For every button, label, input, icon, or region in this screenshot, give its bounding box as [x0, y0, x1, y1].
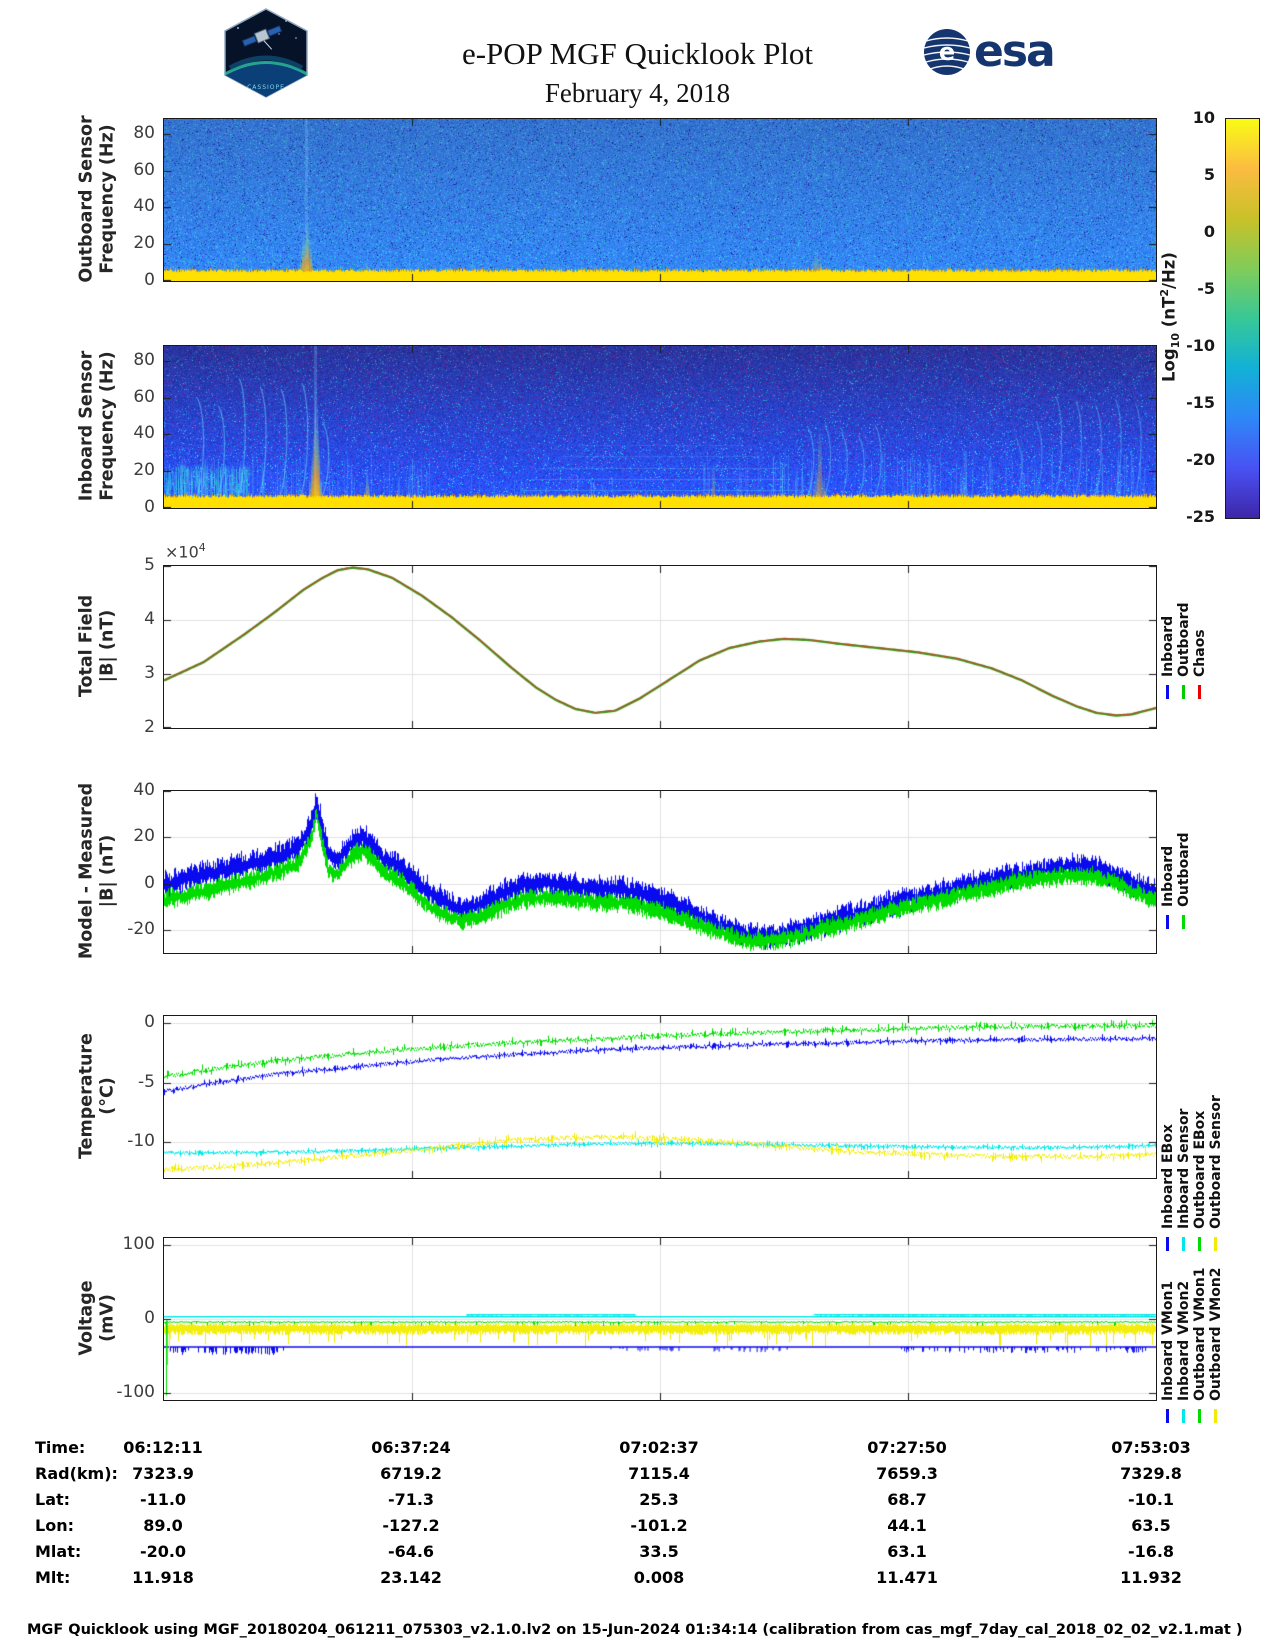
temperature-ytick-0: 0: [144, 1012, 155, 1033]
table-cell: 07:02:37: [619, 1438, 699, 1457]
table-row-lon: [0, 1516, 1275, 1542]
esa-globe-icon: [922, 27, 972, 77]
colorbar-tick--20: -20: [1186, 450, 1215, 469]
table-cell: 06:12:11: [123, 1438, 203, 1457]
table-cell: 89.0: [143, 1516, 183, 1535]
model-minus-measured-ytick-40: 40: [133, 780, 155, 800]
model-minus-measured-panel: [163, 790, 1157, 954]
outboard-spectrogram-panel: [163, 118, 1157, 282]
plot-date: February 4, 2018: [544, 78, 731, 108]
colorbar-tick--10: -10: [1186, 336, 1215, 355]
voltage-legend-label-0: Inboard VMon1: [1160, 1280, 1176, 1401]
total-field-legend: [1160, 565, 1272, 825]
total-field-ytick-2: 2: [144, 717, 155, 737]
y-scale-exponent: [165, 541, 206, 561]
colorbar: [1225, 118, 1260, 519]
voltage-ytick-0: 0: [144, 1308, 155, 1328]
table-cell: 25.3: [639, 1490, 679, 1509]
voltage-legend-swatch-2: [1198, 1409, 1201, 1423]
inboard-spectrogram-ytick-40: 40: [133, 423, 155, 444]
temperature-legend-swatch-1: [1182, 1237, 1185, 1251]
temperature-legend-label-0: Inboard EBox: [1160, 1124, 1176, 1229]
colorbar-axis-label: [1158, 252, 1182, 382]
outboard-spectrogram-axis-label-line2: Frequency (Hz): [97, 124, 117, 274]
total-field-legend-swatch-0: [1166, 685, 1169, 699]
inboard-spectrogram-ytick-60: 60: [133, 386, 155, 407]
outboard-spectrogram-ytick-60: 60: [133, 159, 155, 180]
cbar-label-mid: (nT: [1159, 296, 1179, 333]
colorbar-tick-0: 0: [1203, 222, 1215, 241]
table-cell: -20.0: [139, 1542, 187, 1561]
colorbar-tick--5: -5: [1197, 279, 1215, 298]
temperature-legend-label-3: Outboard Sensor: [1208, 1095, 1224, 1229]
table-row-time: [0, 1438, 1275, 1464]
voltage-legend-swatch-3: [1214, 1409, 1217, 1423]
model-minus-measured-legend-swatch-0: [1166, 915, 1169, 929]
table-cell: 07:53:03: [1111, 1438, 1191, 1457]
table-cell: 11.471: [876, 1568, 938, 1587]
table-cell: -71.3: [387, 1490, 435, 1509]
total-field-legend-swatch-2: [1198, 685, 1201, 699]
outboard-spectrogram-canvas: [164, 119, 1156, 281]
outboard-spectrogram-ytick-0: 0: [144, 270, 155, 290]
total-field-axis-label-line2: |B| (nT): [97, 609, 117, 683]
table-cell: 7323.9: [132, 1464, 194, 1483]
table-cell: 7329.8: [1120, 1464, 1182, 1483]
voltage-panel: [163, 1237, 1157, 1401]
total-field-canvas: [164, 566, 1156, 728]
colorbar-tick--25: -25: [1186, 507, 1215, 526]
esa-logo: [922, 26, 1062, 78]
voltage-legend-label-3: Outboard VMon2: [1208, 1267, 1224, 1401]
table-row-label: Mlat:: [35, 1542, 82, 1561]
model-minus-measured-legend: [1160, 790, 1272, 1050]
model-minus-measured-ytick-20: 20: [133, 826, 155, 847]
table-cell: -127.2: [382, 1516, 440, 1535]
table-cell: 11.918: [132, 1568, 194, 1587]
table-cell: 33.5: [639, 1542, 679, 1561]
table-cell: -10.1: [1127, 1490, 1175, 1509]
total-field-axis-label-line1: Total Field: [76, 594, 97, 698]
table-row-label: Rad(km):: [35, 1464, 118, 1483]
outboard-spectrogram-ytick-20: 20: [133, 233, 155, 254]
table-row-mlat: [0, 1542, 1275, 1568]
svg-text:e: e: [938, 38, 956, 66]
table-cell: 7115.4: [628, 1464, 690, 1483]
temperature-panel: [163, 1015, 1157, 1179]
temperature-ytick--10: -10: [127, 1131, 155, 1152]
table-row-label: Lat:: [35, 1490, 71, 1509]
voltage-ytick--100: -100: [116, 1381, 155, 1402]
colorbar-tick--15: -15: [1186, 393, 1215, 412]
table-cell: 44.1: [887, 1516, 927, 1535]
model-minus-measured-legend-label-1: Outboard: [1176, 832, 1192, 907]
model-minus-measured-legend-swatch-1: [1182, 915, 1185, 929]
voltage-canvas: [164, 1238, 1156, 1400]
inboard-spectrogram-canvas: [164, 346, 1156, 508]
colorbar-tick-5: 5: [1203, 165, 1215, 184]
inboard-spectrogram-ytick-0: 0: [144, 497, 155, 517]
table-cell: 06:37:24: [371, 1438, 451, 1457]
model-minus-measured-axis-label-line1: Model - Measured: [76, 782, 97, 960]
page-title: e-POP MGF Quicklook Plot: [461, 36, 814, 71]
table-row-radkm: [0, 1464, 1275, 1490]
outboard-spectrogram-ytick-40: 40: [133, 196, 155, 217]
temperature-legend-swatch-2: [1198, 1237, 1201, 1251]
cbar-label-sup: 2: [1158, 289, 1172, 297]
table-cell: 23.142: [380, 1568, 442, 1587]
temperature-legend-label-1: Inboard Sensor: [1176, 1108, 1192, 1229]
table-cell: -16.8: [1127, 1542, 1175, 1561]
total-field-legend-label-1: Outboard: [1176, 602, 1192, 677]
temperature-legend-swatch-3: [1214, 1237, 1217, 1251]
scale-exp: 4: [198, 541, 206, 554]
scale-base: ×10: [165, 542, 199, 562]
table-cell: 68.7: [887, 1490, 927, 1509]
table-cell: 07:27:50: [867, 1438, 947, 1457]
cbar-label-log: Log: [1159, 348, 1179, 382]
inboard-spectrogram-axis-label-line1: Inboard Sensor: [76, 350, 97, 502]
temperature-axis-label-line2: (°C): [97, 1077, 117, 1115]
total-field-panel: [163, 565, 1157, 729]
table-cell: 6719.2: [380, 1464, 442, 1483]
table-cell: -11.0: [139, 1490, 187, 1509]
voltage-legend-label-2: Outboard VMon1: [1192, 1267, 1208, 1401]
outboard-spectrogram-axis-label-line1: Outboard Sensor: [76, 115, 97, 283]
model-minus-measured-ytick-0: 0: [144, 872, 155, 893]
inboard-spectrogram-ytick-20: 20: [133, 460, 155, 481]
model-minus-measured-legend-label-0: Inboard: [1160, 845, 1176, 907]
table-cell: 63.5: [1131, 1516, 1171, 1535]
temperature-canvas: [164, 1016, 1156, 1178]
table-row-lat: [0, 1490, 1275, 1516]
model-minus-measured-axis-label-line2: |B| (nT): [97, 834, 117, 908]
total-field-legend-label-2: Chaos: [1192, 629, 1208, 677]
table-cell: 7659.3: [876, 1464, 938, 1483]
table-cell: 0.008: [633, 1568, 685, 1587]
voltage-legend-swatch-1: [1182, 1409, 1185, 1423]
total-field-ytick-4: 4: [144, 609, 155, 629]
inboard-spectrogram-ytick-80: 80: [133, 349, 155, 370]
footer-provenance: MGF Quicklook using MGF_20180204_061211_075303_v2.1.0.lv2 on 15-Jun-2024 01:34:14 (calibration from cas_mgf_7day_cal_2018_02_02_v2.1.mat ): [27, 1622, 1243, 1638]
voltage-ytick-100: 100: [122, 1234, 155, 1255]
cbar-label-end: /Hz): [1159, 252, 1179, 290]
cassiope-patch-text: CASSIOPE: [247, 84, 285, 91]
voltage-legend-label-1: Inboard VMon2: [1176, 1280, 1192, 1401]
table-cell: 11.932: [1120, 1568, 1182, 1587]
voltage-legend-swatch-0: [1166, 1409, 1169, 1423]
outboard-spectrogram-ytick-80: 80: [133, 122, 155, 143]
table-row-label: Mlt:: [35, 1568, 71, 1587]
table-cell: -64.6: [387, 1542, 435, 1561]
table-row-label: Time:: [35, 1438, 86, 1457]
esa-wordmark: esa: [974, 26, 1054, 77]
colorbar-tick-10: 10: [1192, 108, 1215, 127]
total-field-legend-swatch-1: [1182, 685, 1185, 699]
table-row-mlt: [0, 1568, 1275, 1594]
cbar-label-sub: 10: [1168, 332, 1182, 349]
voltage-axis-label-line1: Voltage: [76, 1280, 97, 1356]
temperature-axis-label-line1: Temperature: [76, 1033, 97, 1159]
temperature-legend: [1160, 1015, 1272, 1275]
temperature-legend-swatch-0: [1166, 1237, 1169, 1251]
inboard-spectrogram-panel: [163, 345, 1157, 509]
total-field-ytick-3: 3: [144, 663, 155, 683]
inboard-spectrogram-axis-label-line2: Frequency (Hz): [97, 351, 117, 501]
model-minus-measured-ytick--20: -20: [127, 918, 155, 939]
model-minus-measured-canvas: [164, 791, 1156, 953]
table-cell: -101.2: [630, 1516, 688, 1535]
total-field-legend-label-0: Inboard: [1160, 615, 1176, 677]
table-cell: 63.1: [887, 1542, 927, 1561]
total-field-ytick-5: 5: [144, 555, 155, 575]
table-row-label: Lon:: [35, 1516, 74, 1535]
temperature-ytick--5: -5: [138, 1071, 155, 1092]
voltage-axis-label-line2: (mV): [97, 1294, 117, 1342]
temperature-legend-label-2: Outboard EBox: [1192, 1110, 1208, 1229]
